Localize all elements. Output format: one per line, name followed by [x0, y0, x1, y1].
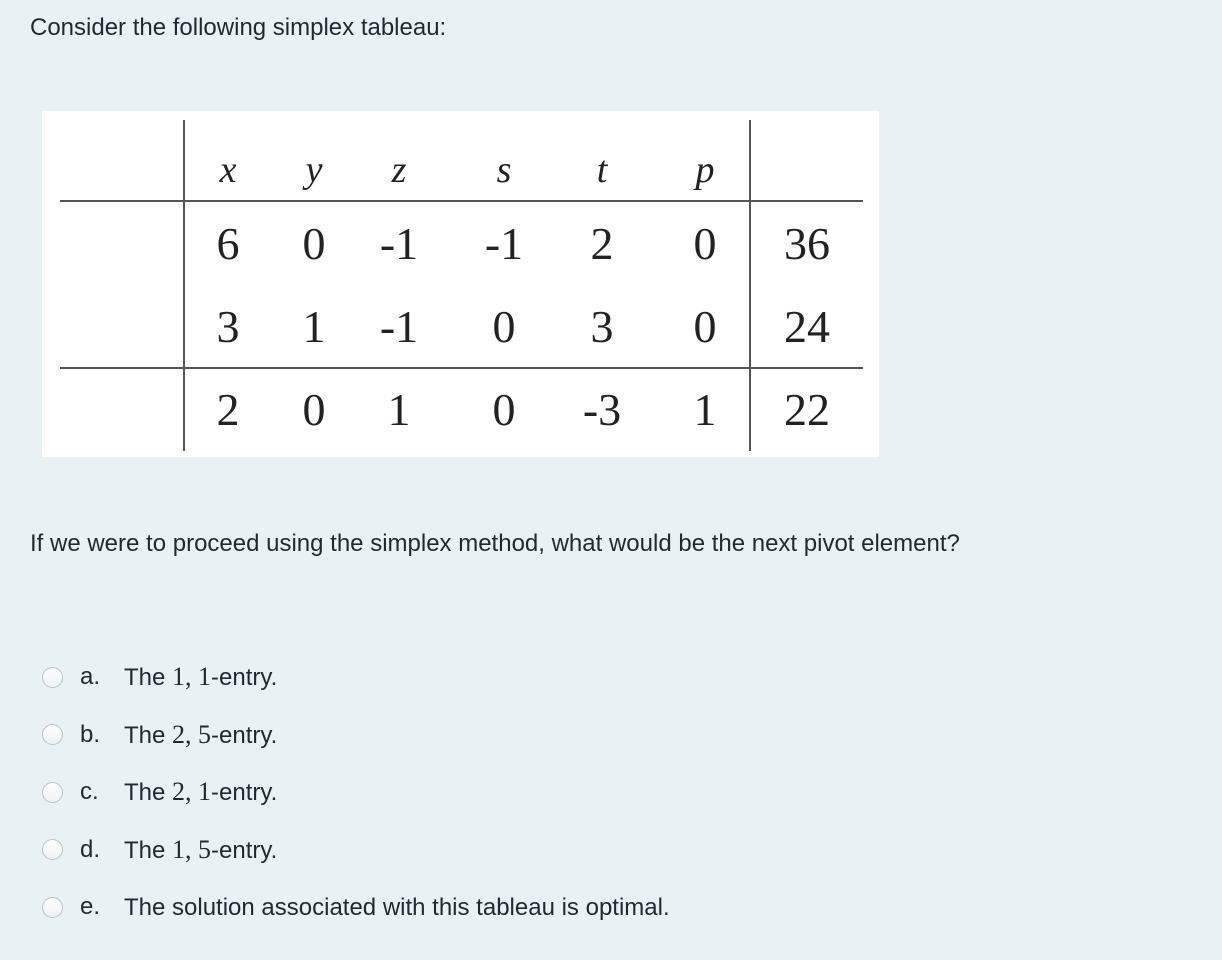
- option-a-radio[interactable]: [42, 667, 63, 688]
- tableau-header-x: x: [219, 149, 237, 191]
- option-a-math: 1, 1: [172, 662, 212, 691]
- tableau-cell-r1-rhs: 36: [784, 218, 830, 269]
- option-c-text: [124, 777, 277, 807]
- tableau-cell-r1-p: 0: [693, 218, 717, 269]
- tableau-cell-r1-x: 6: [216, 218, 240, 269]
- option-c-prefix: The: [124, 779, 173, 806]
- option-e-radio[interactable]: [42, 897, 63, 918]
- tableau-cell-r1-s: -1: [484, 218, 524, 269]
- option-b[interactable]: [42, 714, 670, 756]
- tableau-cell-r3-y: 0: [302, 384, 326, 435]
- option-b-radio[interactable]: [42, 724, 63, 745]
- option-e-prefix: The solution associated with this tableau is optimal.: [124, 894, 670, 921]
- tableau-cell-r2-t: 3: [590, 301, 614, 352]
- tableau-header-t: t: [596, 149, 608, 191]
- option-d-math: 1, 5: [172, 834, 212, 864]
- tableau-cell-r2-p: 0: [693, 301, 717, 352]
- option-e[interactable]: [42, 886, 670, 928]
- option-b-text: [124, 720, 277, 750]
- option-a-text: [124, 662, 277, 692]
- option-b-letter: b.: [80, 720, 101, 748]
- option-a-prefix: The: [124, 664, 173, 691]
- option-b-prefix: The: [124, 721, 173, 749]
- option-c-math: 2, 1: [172, 777, 212, 806]
- tableau-header-s: s: [496, 149, 512, 191]
- option-e-letter: e.: [80, 893, 101, 920]
- tableau-cell-r2-y: 1: [302, 301, 326, 352]
- tableau-cell-r3-z: 1: [387, 384, 411, 435]
- option-a-letter: a.: [80, 663, 101, 690]
- option-d-suffix: -entry.: [211, 836, 278, 864]
- tableau-header-p: p: [695, 149, 715, 191]
- tableau-cell-r1-t: 2: [590, 218, 614, 269]
- tableau-cell-r3-t: -3: [582, 384, 622, 435]
- tableau-cell-r2-z: -1: [379, 301, 419, 352]
- tableau-cell-r1-y: 0: [302, 218, 326, 269]
- option-c-radio[interactable]: [42, 782, 63, 803]
- question-intro: Consider the following simplex tableau:: [30, 14, 447, 41]
- tableau-cell-r2-rhs: 24: [784, 301, 830, 352]
- option-a[interactable]: [42, 656, 670, 698]
- tableau-header-y: y: [305, 149, 323, 191]
- option-b-math: 2, 5: [172, 719, 212, 749]
- option-e-text: [124, 892, 670, 922]
- option-d-letter: d.: [80, 835, 101, 863]
- option-b-suffix: -entry.: [211, 721, 278, 749]
- tableau-cell-r3-x: 2: [216, 384, 240, 435]
- option-d-prefix: The: [124, 836, 173, 864]
- option-c-suffix: -entry.: [211, 779, 278, 806]
- option-a-suffix: -entry.: [211, 664, 278, 691]
- tableau-svg: [42, 111, 879, 457]
- tableau-cell-r3-rhs: 22: [784, 384, 830, 435]
- simplex-tableau: [42, 111, 879, 457]
- option-c[interactable]: [42, 771, 670, 813]
- answer-options: [42, 656, 670, 944]
- tableau-cell-r2-s: 0: [492, 301, 516, 352]
- tableau-cell-r2-x: 3: [216, 301, 240, 352]
- option-d[interactable]: [42, 829, 670, 871]
- tableau-cell-r1-z: -1: [379, 218, 419, 269]
- option-c-letter: c.: [80, 778, 99, 805]
- tableau-cell-r3-s: 0: [492, 384, 516, 435]
- question-text: If we were to proceed using the simplex method, what would be the next pivot element?: [30, 530, 960, 557]
- tableau-cell-r3-p: 1: [693, 384, 717, 435]
- option-d-text: [124, 835, 277, 865]
- option-d-radio[interactable]: [42, 839, 63, 860]
- tableau-header-z: z: [391, 149, 407, 191]
